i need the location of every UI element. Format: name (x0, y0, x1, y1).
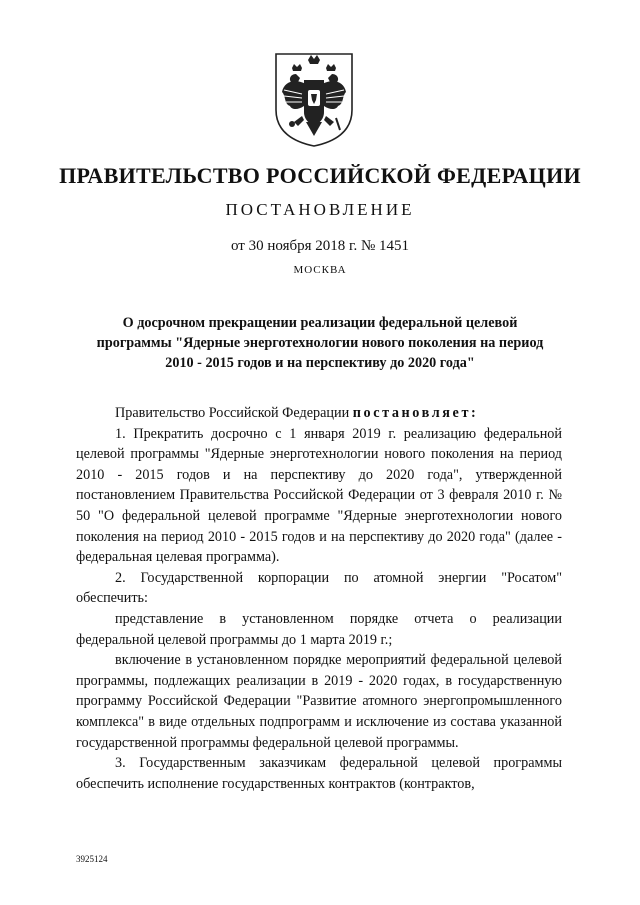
decree-subject: О досрочном прекращении реализации федеральной целевой программы "Ядерные энерготехнологии нового поколения на период 2010 - 2015 годов и на перспективу до 2020 года" (96, 315, 544, 371)
decree-type: ПОСТАНОВЛЕНИЕ (225, 200, 415, 219)
paragraph-2-item-1: представление в установленном порядке отчета о реализации федеральной целевой программы до 1 марта 2019 г.; (76, 610, 562, 648)
government-title: ПРАВИТЕЛЬСТВО РОССИЙСКОЙ ФЕДЕРАЦИИ (59, 163, 581, 188)
paragraph-2: 2. Государственной корпорации по атомной энергии "Росатом" обеспечить: (76, 569, 562, 607)
document-number: 3925124 (76, 854, 108, 864)
coat-of-arms-emblem (272, 48, 356, 148)
preamble-text: Правительство Российской Федерации (115, 405, 353, 421)
decree-city: МОСКВА (293, 264, 347, 276)
preamble (76, 403, 562, 424)
paragraph-1: 1. Прекратить досрочно с 1 января 2019 г. реализацию федеральной целевой программы "Ядерные энерготехнологии нового поколения на период 2010 - 2015 годов и на перспективу до 2020 года", утвержденной постановлением Правительства Российской Федерации от 3 февраля 2010 г. № 50 "О федеральной целевой программе "Ядерные энерготехнологии нового поколения на период 2010 - 2015 годов и на перспективу до 2020 года" (далее - федеральная целевая программа). (76, 425, 562, 566)
paragraph-3: 3. Государственным заказчикам федеральной целевой программы обеспечить исполнение государственных контрактов (контрактов, (76, 755, 562, 792)
decree-body (76, 403, 562, 794)
preamble-resolves: постановляет: (352, 405, 479, 421)
decree-date-number: от 30 ноября 2018 г. № 1451 (230, 238, 410, 254)
double-headed-eagle-icon (272, 48, 356, 148)
paragraph-2-item-2: включение в установленном порядке мероприятий федеральной целевой программы, подлежащих реализации в 2019 - 2020 годах, в государственную программу Российской Федерации "Развитие атомного энергопромышленного комплекса" в виде отдельных подпрограмм и исключение из состава указанной государственной программы федеральной целевой программы. (76, 652, 562, 751)
